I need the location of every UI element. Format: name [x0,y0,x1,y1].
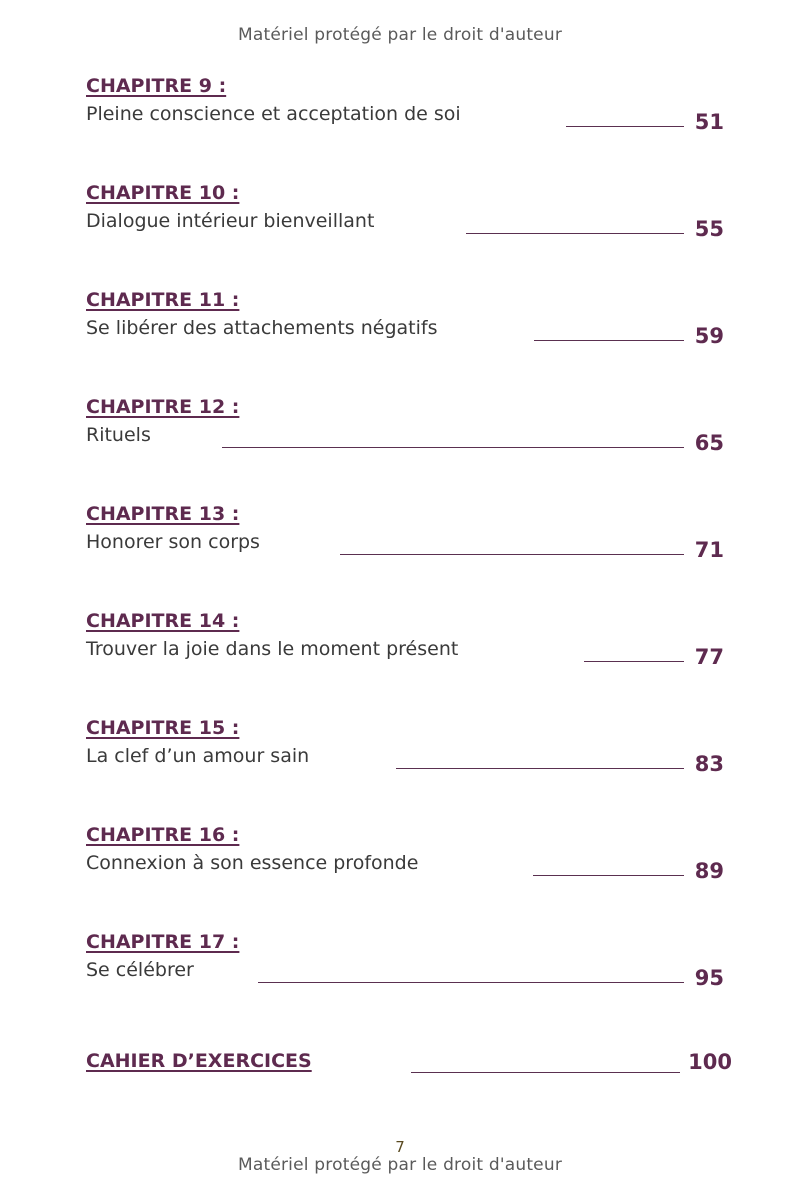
toc-entry-chapter-15[interactable] [86,717,736,777]
chapter-heading: CHAPITRE 16 : [86,824,240,846]
toc-entry-chapter-14[interactable] [86,610,736,670]
page-number-ref: 95 [694,966,724,990]
toc-entry-chapter-10[interactable] [86,182,736,242]
page-footer-number: 7 [395,1138,405,1156]
chapter-title: La clef d’un amour sain [86,745,310,767]
leader-line [584,661,684,662]
page-number-ref: 71 [694,538,724,562]
leader-line [258,982,684,983]
chapter-heading: CHAPITRE 17 : [86,931,240,953]
chapter-heading: CHAPITRE 13 : [86,503,240,525]
page-number-ref: 100 [688,1050,732,1074]
copyright-watermark-top: Matériel protégé par le droit d'auteur [237,25,563,45]
leader-line [396,768,684,769]
chapter-title: Se célébrer [86,959,194,981]
page-number-ref: 89 [694,859,724,883]
leader-line [340,554,684,555]
chapter-title: Pleine conscience et acceptation de soi [86,103,461,125]
toc-entry-chapter-13[interactable] [86,503,736,563]
copyright-watermark-bottom: Matériel protégé par le droit d'auteur [237,1155,563,1175]
table-of-contents [86,0,736,1120]
chapter-title: Honorer son corps [86,531,260,553]
page-number-ref: 51 [694,110,724,134]
leader-line [411,1072,680,1073]
chapter-heading: CHAPITRE 14 : [86,610,240,632]
page-number-ref: 59 [694,324,724,348]
toc-entry-chapter-9[interactable] [86,75,736,135]
leader-line [534,340,684,341]
page-number-ref: 65 [694,431,724,455]
toc-entry-workbook[interactable] [86,1050,736,1110]
leader-line [566,126,684,127]
toc-entry-chapter-11[interactable] [86,289,736,349]
leader-line [533,875,684,876]
page-number-ref: 77 [694,645,724,669]
chapter-title: Dialogue intérieur bienveillant [86,210,375,232]
page-number-ref: 55 [694,217,724,241]
chapter-heading: CHAPITRE 15 : [86,717,240,739]
chapter-heading: CHAPITRE 11 : [86,289,240,311]
toc-entry-chapter-16[interactable] [86,824,736,884]
toc-entry-chapter-12[interactable] [86,396,736,456]
chapter-title: Connexion à son essence profonde [86,852,419,874]
workbook-heading: CAHIER D’EXERCICES [86,1050,312,1072]
chapter-title: Se libérer des attachements négatifs [86,317,438,339]
chapter-heading: CHAPITRE 12 : [86,396,240,418]
chapter-heading: CHAPITRE 10 : [86,182,240,204]
chapter-heading: CHAPITRE 9 : [86,75,227,97]
toc-entry-chapter-17[interactable] [86,931,736,991]
page-number-ref: 83 [694,752,724,776]
leader-line [466,233,684,234]
chapter-title: Rituels [86,424,151,446]
leader-line [222,447,684,448]
chapter-title: Trouver la joie dans le moment présent [86,638,459,660]
